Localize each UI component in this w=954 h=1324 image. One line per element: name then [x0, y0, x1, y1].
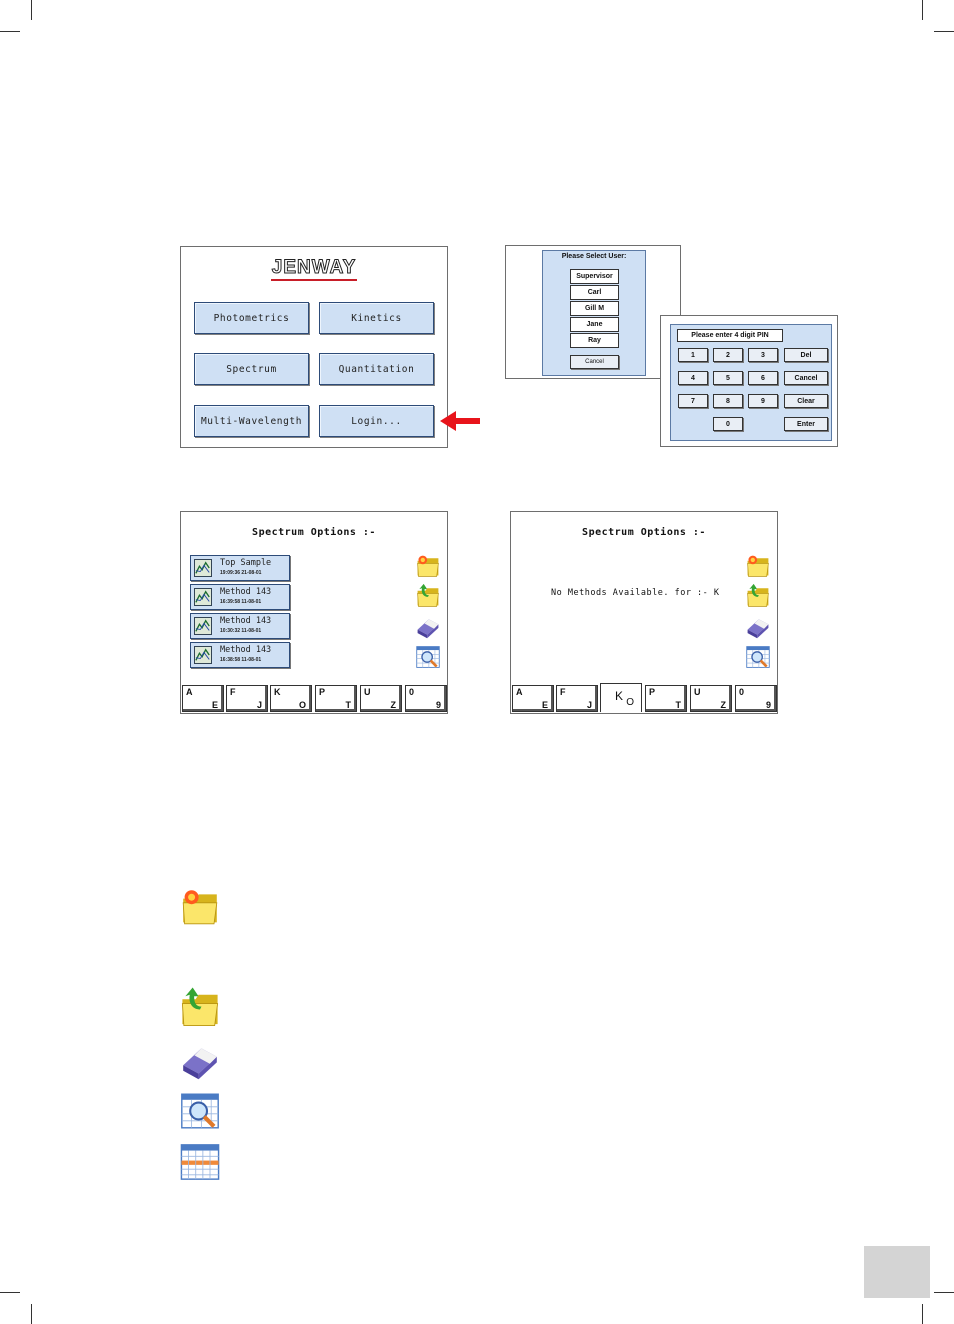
tab-end-letter: Z	[720, 700, 726, 710]
tab-end-letter: E	[541, 700, 548, 710]
spectrum-thumbnail-icon	[194, 646, 212, 664]
login-button[interactable]: Login...	[319, 405, 434, 437]
tab-start-letter: A	[186, 687, 193, 697]
spectrum-thumbnail-icon	[194, 559, 212, 577]
tab-k-o[interactable]	[270, 685, 312, 712]
open-folder-icon	[178, 986, 222, 1030]
tab-u-z[interactable]	[360, 685, 402, 712]
pin-key-5[interactable]: 5	[713, 371, 743, 385]
pin-key-clear[interactable]: Clear	[784, 394, 828, 408]
user-item-carl[interactable]: Carl	[570, 285, 619, 300]
tab-start-letter: P	[649, 687, 656, 697]
crop-mark	[31, 0, 32, 20]
pin-key-1[interactable]: 1	[678, 348, 708, 362]
tab-f-j[interactable]	[226, 685, 268, 712]
pin-key-enter[interactable]: Enter	[784, 417, 828, 431]
method-button-4[interactable]	[190, 642, 290, 668]
spectrum-options-title: Spectrum Options :-	[582, 527, 706, 538]
tab-0-9[interactable]	[405, 685, 447, 712]
pin-key-7[interactable]: 7	[678, 394, 708, 408]
user-select-title: Please Select User:	[561, 253, 627, 260]
photometrics-button[interactable]: Photometrics	[194, 302, 309, 334]
tab-u-z[interactable]	[690, 685, 732, 712]
spectrum-options-screen	[180, 511, 448, 714]
spectrum-button[interactable]: Spectrum	[194, 353, 309, 385]
pin-entry-screen	[660, 315, 838, 447]
new-folder-icon	[178, 886, 222, 928]
tab-start-letter: 0	[739, 687, 745, 697]
user-item-ray[interactable]: Ray	[570, 333, 619, 348]
brand-logo	[181, 257, 447, 281]
tab-start-letter: 0	[409, 687, 415, 697]
method-button-1[interactable]	[190, 555, 290, 581]
pin-dialog-title: Please enter 4 digit PIN	[677, 329, 783, 342]
method-date: 10:30:32 11-08-01	[220, 628, 262, 634]
tab-start-letter: K	[274, 687, 281, 697]
tab-start-letter: U	[364, 687, 371, 697]
pin-key-cancel[interactable]: Cancel	[784, 371, 828, 385]
tab-end-letter: E	[211, 700, 218, 710]
eraser-icon	[178, 1040, 222, 1082]
tab-0-9[interactable]	[735, 685, 777, 712]
calendar-table-icon	[178, 1142, 222, 1182]
eraser-icon[interactable]	[415, 614, 441, 640]
pin-key-del[interactable]: Del	[784, 348, 828, 362]
red-arrow-icon	[440, 410, 482, 432]
tab-end-letter: Z	[390, 700, 396, 710]
tab-start-letter: A	[516, 687, 523, 697]
user-select-dialog	[542, 250, 646, 376]
quantitation-button[interactable]: Quantitation	[319, 353, 434, 385]
crop-mark	[0, 1292, 20, 1293]
tab-end-letter: T	[675, 700, 681, 710]
tab-end-letter: J	[586, 700, 592, 710]
multi-wavelength-button[interactable]: Multi-Wavelength	[194, 405, 309, 437]
tab-a-e[interactable]	[182, 685, 224, 712]
tab-end-letter: O	[298, 700, 306, 710]
pin-key-9[interactable]: 9	[748, 394, 778, 408]
search-table-icon[interactable]	[745, 644, 771, 670]
pin-key-2[interactable]: 2	[713, 348, 743, 362]
spectrum-options-title: Spectrum Options :-	[252, 527, 376, 538]
spectrum-thumbnail-icon	[194, 588, 212, 606]
pin-key-8[interactable]: 8	[713, 394, 743, 408]
brand-text: JENWAY	[271, 257, 357, 278]
pin-key-3[interactable]: 3	[748, 348, 778, 362]
pin-key-6[interactable]: 6	[748, 371, 778, 385]
spectrum-thumbnail-icon	[194, 617, 212, 635]
tab-start-letter: K	[615, 689, 624, 703]
user-select-screen	[505, 245, 681, 379]
crop-mark	[0, 31, 20, 32]
tab-start-letter: U	[694, 687, 701, 697]
tab-end-letter: J	[256, 700, 262, 710]
user-item-gill-m[interactable]: Gill M	[570, 301, 619, 316]
crop-mark	[922, 1304, 923, 1324]
no-methods-message: No Methods Available. for :- K	[551, 588, 720, 598]
method-name: Method 143	[220, 616, 272, 626]
method-date: 19:09:36 21-08-01	[220, 570, 262, 576]
crop-mark	[31, 1304, 32, 1324]
kinetics-button[interactable]: Kinetics	[319, 302, 434, 334]
user-item-jane[interactable]: Jane	[570, 317, 619, 332]
pin-key-0[interactable]: 0	[713, 417, 743, 431]
pin-key-4[interactable]: 4	[678, 371, 708, 385]
method-name: Top Sample	[220, 558, 272, 568]
tab-end-letter: O	[626, 697, 634, 708]
crop-mark	[934, 1292, 954, 1293]
user-cancel-button[interactable]: Cancel	[570, 355, 619, 369]
crop-mark	[922, 0, 923, 20]
open-folder-icon[interactable]	[415, 583, 441, 609]
tab-p-t[interactable]	[645, 685, 687, 712]
tab-k-o-selected[interactable]	[600, 683, 642, 712]
new-folder-icon[interactable]	[745, 553, 771, 579]
search-table-icon[interactable]	[415, 644, 441, 670]
tab-start-letter: P	[319, 687, 326, 697]
method-name: Method 143	[220, 645, 272, 655]
open-folder-icon[interactable]	[745, 583, 771, 609]
tab-a-e[interactable]	[512, 685, 554, 712]
tab-f-j[interactable]	[556, 685, 598, 712]
method-date: 16:38:58 11-08-01	[220, 657, 262, 663]
crop-mark	[934, 31, 954, 32]
tab-start-letter: F	[560, 687, 566, 697]
user-item-supervisor[interactable]: Supervisor	[570, 269, 619, 284]
new-folder-icon[interactable]	[415, 553, 441, 579]
spectrum-options-empty-screen	[510, 511, 778, 714]
tab-end-letter: 9	[765, 700, 771, 710]
tab-start-letter: F	[230, 687, 236, 697]
tab-p-t[interactable]	[315, 685, 357, 712]
method-button-2[interactable]	[190, 584, 290, 610]
pin-dialog	[670, 324, 832, 441]
tab-end-letter: 9	[435, 700, 441, 710]
method-name: Method 143	[220, 587, 272, 597]
main-menu-screen	[180, 246, 448, 448]
search-table-icon	[178, 1090, 222, 1132]
page-number-tab	[864, 1246, 930, 1298]
tab-end-letter: T	[345, 700, 351, 710]
method-button-3[interactable]	[190, 613, 290, 639]
method-date: 16:39:58 11-08-01	[220, 599, 262, 605]
eraser-icon[interactable]	[745, 614, 771, 640]
